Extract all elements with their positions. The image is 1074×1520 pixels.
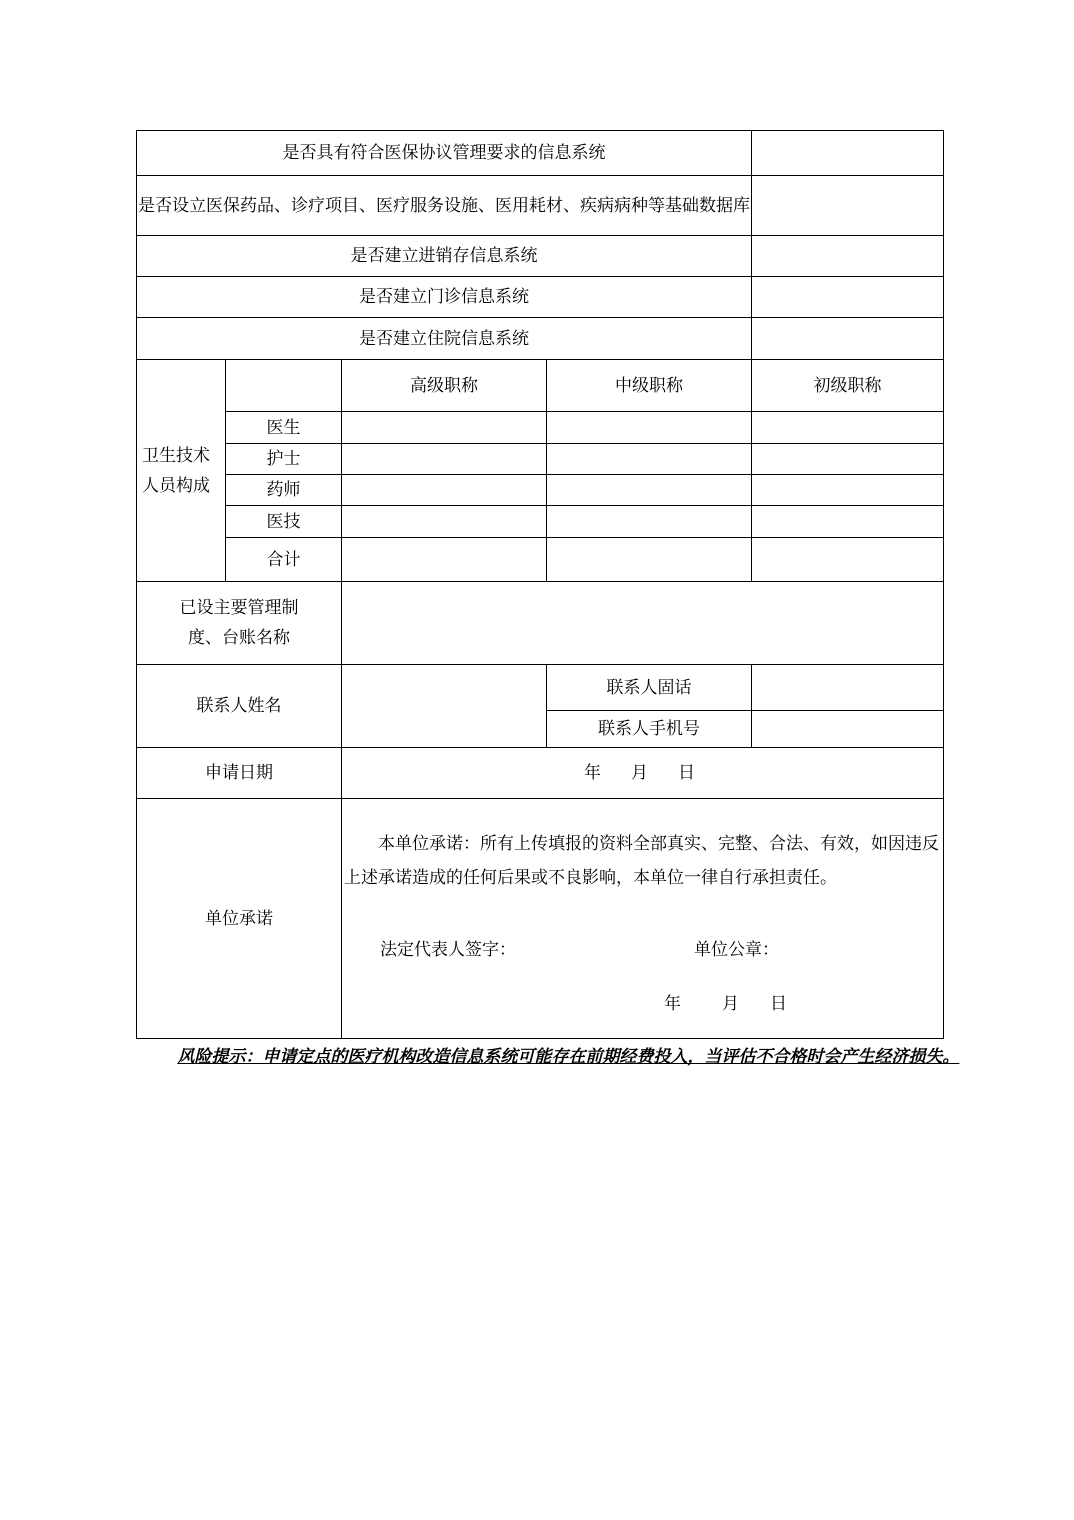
staff-row-label: 合计 — [226, 538, 342, 582]
info-system-answer-cell[interactable] — [752, 236, 944, 277]
contact-name-label: 联系人姓名 — [137, 665, 342, 748]
contact-mobile-value[interactable] — [752, 711, 944, 748]
info-system-answer-cell[interactable] — [752, 318, 944, 360]
info-system-answer-cell[interactable] — [752, 176, 944, 236]
staff-cell[interactable] — [547, 444, 752, 475]
management-value-cell[interactable] — [342, 582, 944, 665]
staff-row-label: 医技 — [226, 506, 342, 538]
contact-name-value[interactable] — [342, 665, 547, 748]
apply-date-label: 申请日期 — [137, 748, 342, 799]
apply-date-value[interactable] — [342, 748, 944, 799]
staff-cell[interactable] — [342, 506, 547, 538]
staff-cell[interactable] — [752, 475, 944, 506]
staff-cell[interactable] — [342, 475, 547, 506]
staff-row — [137, 538, 944, 582]
staff-row — [137, 506, 944, 538]
staff-row-label: 药师 — [226, 475, 342, 506]
management-label: 已设主要管理制度、台账名称 — [137, 582, 342, 665]
info-system-row — [137, 131, 944, 176]
signature-row — [342, 935, 943, 965]
staff-column-senior: 高级职称 — [342, 360, 547, 412]
info-system-label: 是否具有符合医保协议管理要求的信息系统 — [137, 131, 752, 176]
contact-landline-label: 联系人固话 — [547, 665, 752, 711]
staff-cell[interactable] — [752, 506, 944, 538]
staff-cell[interactable] — [547, 506, 752, 538]
info-system-label: 是否建立进销存信息系统 — [137, 236, 752, 277]
staff-row-label: 医生 — [226, 412, 342, 444]
pledge-row — [137, 799, 944, 1039]
apply-date-row — [137, 748, 944, 799]
staff-cell[interactable] — [547, 538, 752, 582]
info-system-row — [137, 176, 944, 236]
pledge-label: 单位承诺 — [137, 799, 342, 1039]
staff-row — [137, 475, 944, 506]
contact-landline-value[interactable] — [752, 665, 944, 711]
seal-label: 单位公章： — [694, 940, 779, 960]
pledge-content — [342, 799, 944, 1039]
application-form-table — [136, 130, 944, 1039]
info-system-label: 是否设立医保药品、诊疗项目、医疗服务设施、医用耗材、疾病病种等基础数据库 — [137, 176, 752, 236]
staff-header-row — [137, 360, 944, 412]
info-system-label: 是否建立门诊信息系统 — [137, 277, 752, 318]
staff-column-junior: 初级职称 — [752, 360, 944, 412]
apply-date-year: 年 — [584, 763, 601, 783]
pledge-date[interactable] — [342, 989, 943, 1019]
info-system-row — [137, 277, 944, 318]
staff-cell[interactable] — [547, 412, 752, 444]
apply-date-day: 日 — [678, 763, 695, 783]
staff-cell[interactable] — [342, 538, 547, 582]
pledge-date-year: 年 — [664, 994, 681, 1014]
staff-cell[interactable] — [342, 444, 547, 475]
contact-row-landline — [137, 665, 944, 711]
staff-cell[interactable] — [547, 475, 752, 506]
info-system-label: 是否建立住院信息系统 — [137, 318, 752, 360]
info-system-row — [137, 236, 944, 277]
staff-row-label: 护士 — [226, 444, 342, 475]
risk-note: 风险提示：申请定点的医疗机构改造信息系统可能存在前期经费投入，当评估不合格时会产生经济损失。 — [177, 1047, 960, 1067]
staff-cell[interactable] — [752, 538, 944, 582]
pledge-text: 本单位承诺：所有上传填报的资料全部真实、完整、合法、有效，如因违反上述承诺造成的任何后果或不良影响，本单位一律自行承担责任。 — [344, 834, 939, 888]
staff-cell[interactable] — [752, 412, 944, 444]
staff-row — [137, 444, 944, 475]
staff-header-blank — [226, 360, 342, 412]
management-row — [137, 582, 944, 665]
info-system-row — [137, 318, 944, 360]
info-system-answer-cell[interactable] — [752, 131, 944, 176]
staff-cell[interactable] — [342, 412, 547, 444]
staff-cell[interactable] — [752, 444, 944, 475]
staff-row — [137, 412, 944, 444]
info-system-answer-cell[interactable] — [752, 277, 944, 318]
staff-column-intermediate: 中级职称 — [547, 360, 752, 412]
contact-mobile-label: 联系人手机号 — [547, 711, 752, 748]
staff-group-label: 卫生技术人员构成 — [137, 360, 226, 582]
pledge-date-day: 日 — [770, 994, 787, 1014]
apply-date-month: 月 — [631, 763, 648, 783]
signature-label: 法定代表人签字： — [380, 940, 516, 960]
pledge-date-month: 月 — [722, 994, 739, 1014]
